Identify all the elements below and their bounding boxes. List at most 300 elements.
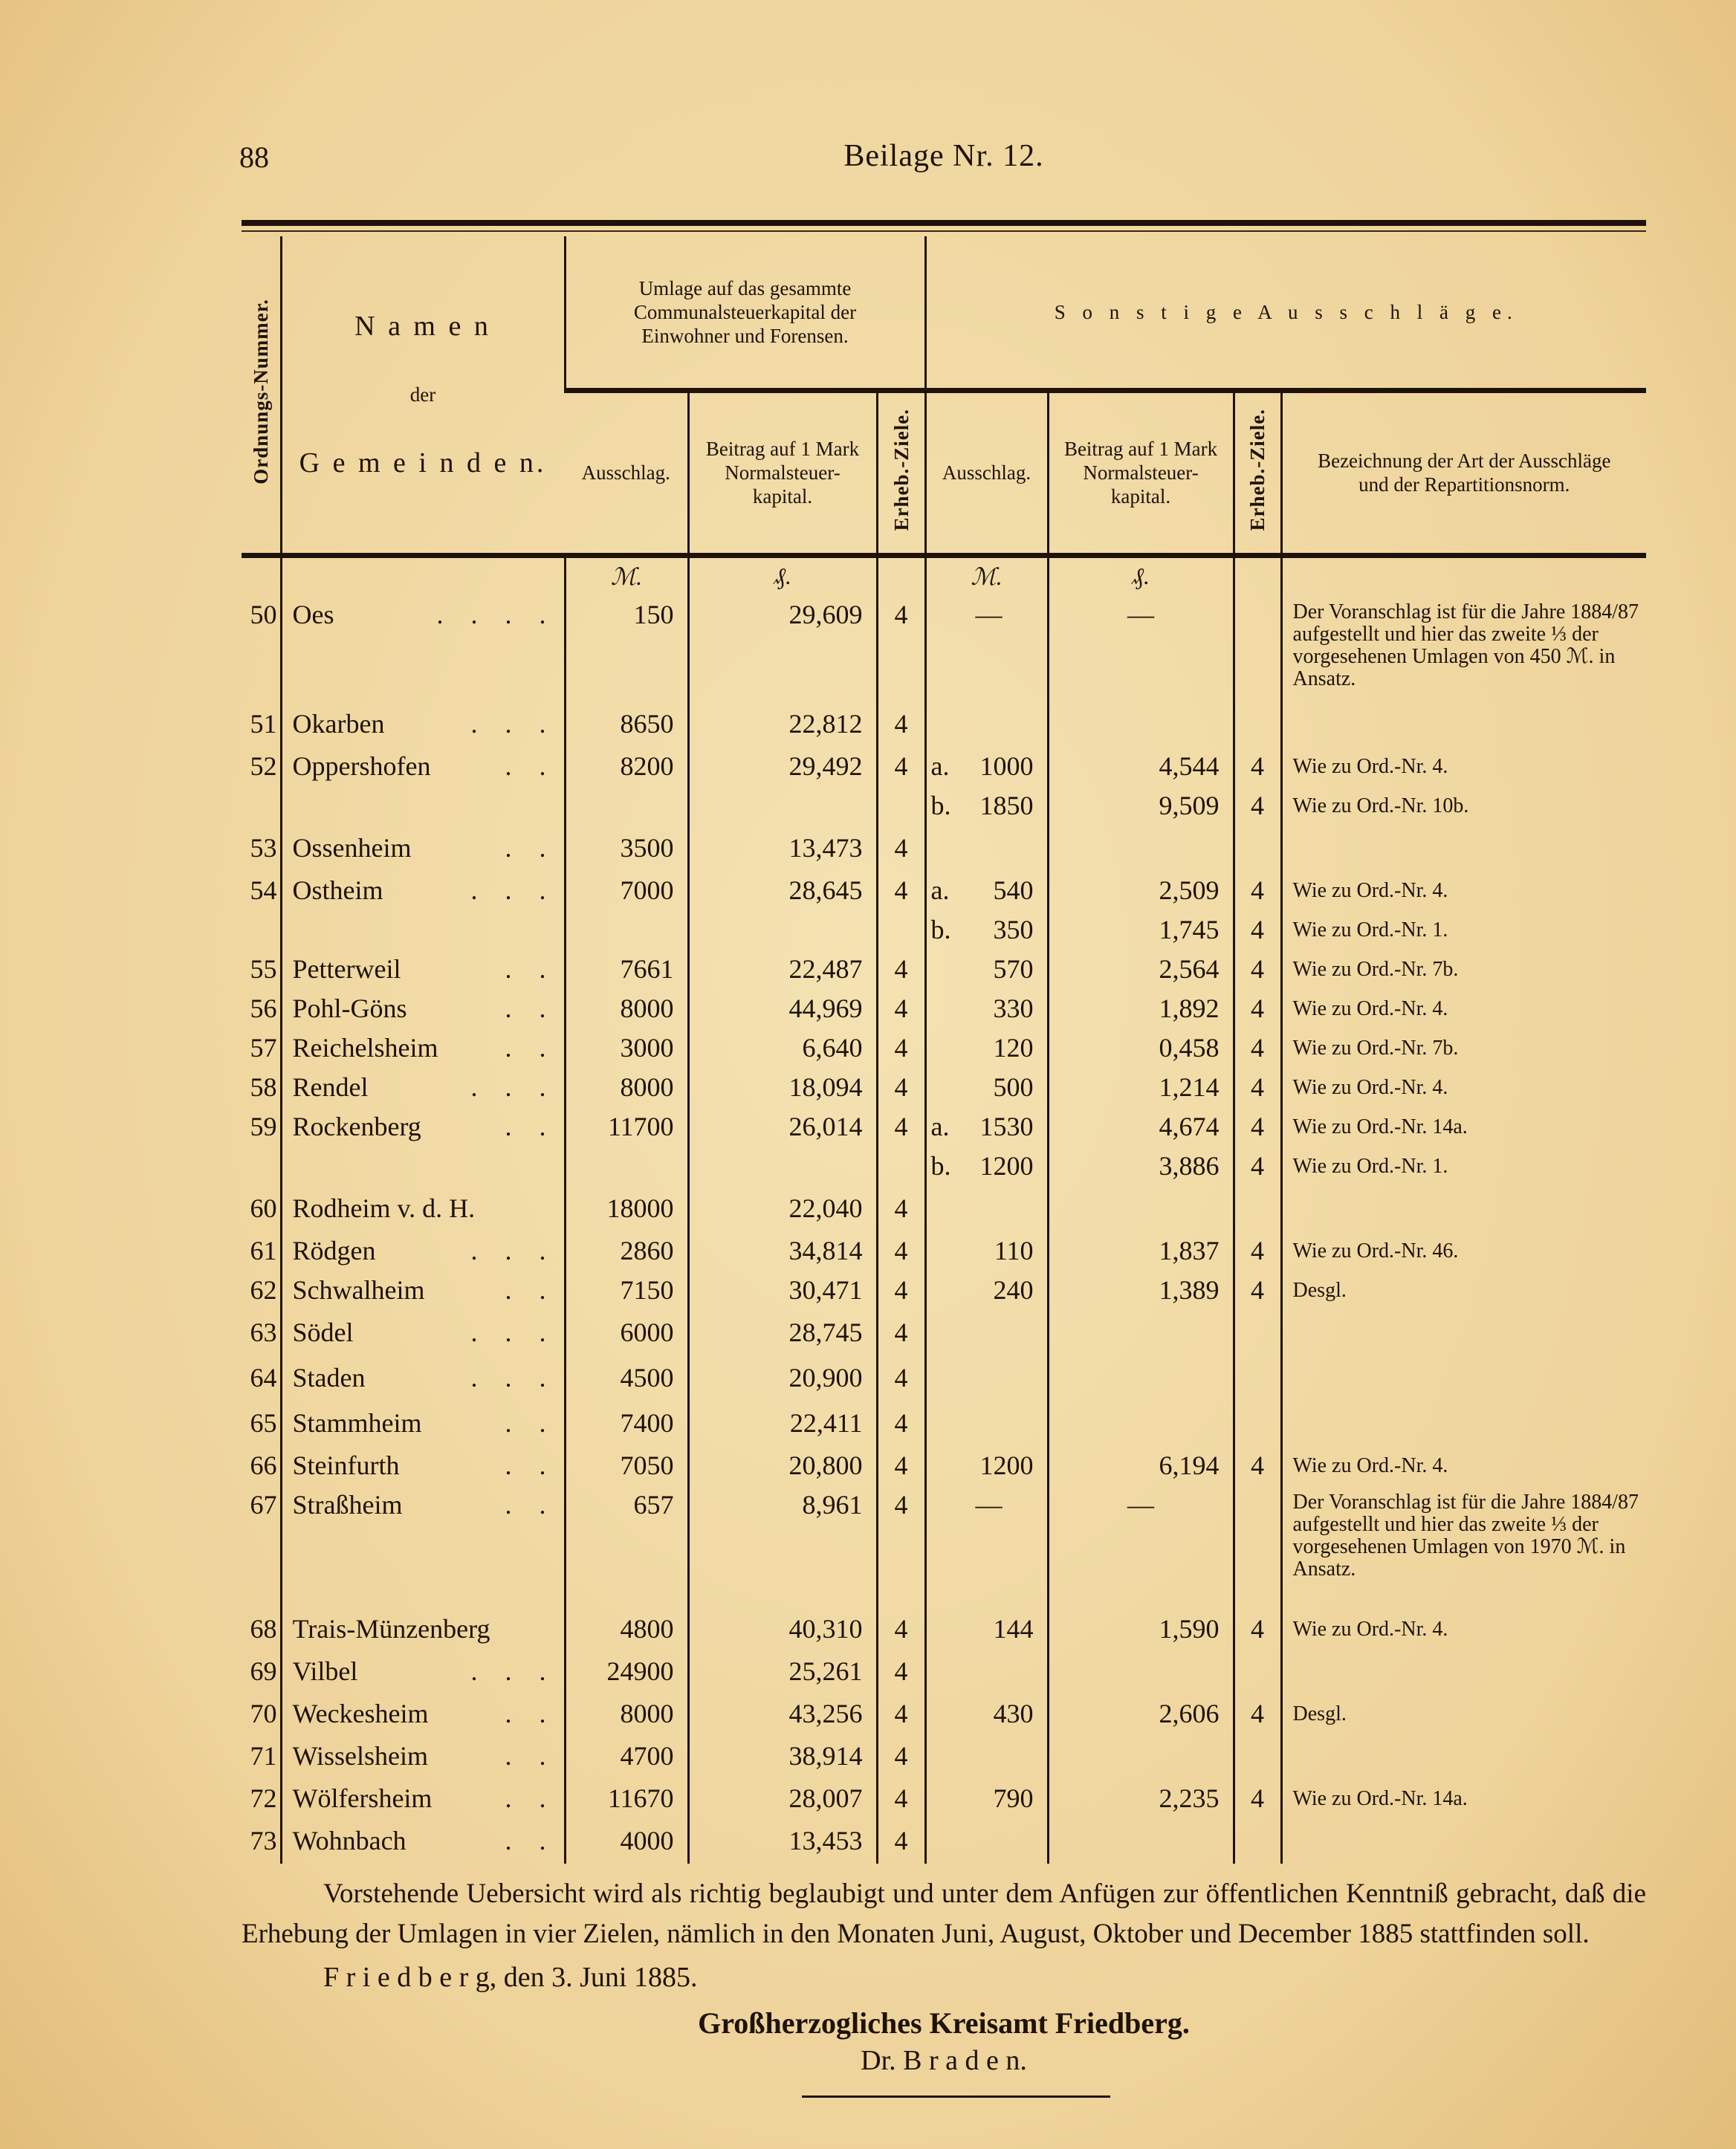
umlage-ausschlag: 6000 [565, 1310, 688, 1355]
umlage-ausschlag: 11670 [565, 1779, 688, 1818]
umlage-ausschlag: 7150 [565, 1271, 688, 1310]
row-number: 55 [250, 953, 277, 984]
sonstige-ausschlag [925, 1271, 1048, 1310]
name-text: Rödgen [292, 1235, 376, 1265]
row-number: 71 [250, 1740, 277, 1771]
sonstige-ziele: 4 [1234, 1107, 1281, 1147]
umlage-ziele: 4 [877, 1401, 925, 1446]
table-row [242, 1271, 1646, 1310]
amount: 330 [993, 993, 1034, 1023]
sonstige-bezeichnung: Wie zu Ord.-Nr. 4. [1281, 1446, 1646, 1485]
name-text: Petterweil [292, 953, 401, 984]
umlage-ziele: 4 [877, 1231, 925, 1271]
name-box [293, 1652, 557, 1691]
table-row [242, 1107, 1646, 1147]
name-box [293, 829, 557, 868]
unit-mark-2: ℳ. [925, 555, 1048, 595]
name-box [293, 1737, 557, 1776]
sonstige-ziele [1234, 1485, 1281, 1610]
sonstige-beitrag: 1,214 [1048, 1068, 1234, 1107]
municipality-name [281, 595, 565, 701]
table-row [242, 1485, 1646, 1610]
umlage-beitrag: 38,914 [688, 1734, 877, 1779]
table-row [242, 950, 1646, 989]
issuing-office: Großherzogliches Kreisamt Friedberg. [698, 2006, 1190, 2040]
umlage-ausschlag: 18000 [565, 1186, 688, 1231]
empty-cell [925, 826, 1048, 871]
umlage-ausschlag: 4800 [565, 1610, 688, 1649]
umlage-ausschlag: 8000 [565, 1694, 688, 1734]
empty-cell [1234, 826, 1281, 871]
municipality-name [281, 1779, 565, 1818]
amount-box [927, 1028, 1047, 1068]
name-box [293, 1404, 557, 1443]
empty-cell [1234, 1186, 1281, 1231]
umlage-ziele: 4 [877, 826, 925, 871]
amount: 540 [993, 875, 1034, 905]
sonstige-beitrag: 4,544 [1048, 747, 1234, 786]
sonstige-beitrag: 0,458 [1048, 1028, 1234, 1068]
top-rule-thin [242, 230, 1646, 232]
umlage-ziele: 4 [877, 1694, 925, 1734]
tax-table [242, 236, 1646, 1864]
umlage-ziele: 4 [877, 1355, 925, 1401]
place-date: F r i e d b e r g, den 3. Juni 1885. [323, 1961, 698, 1993]
empty-cell [925, 1355, 1048, 1401]
umlage-ziele: 4 [877, 1107, 925, 1147]
empty-cell [1234, 1649, 1281, 1694]
sonstige-ausschlag [925, 1779, 1048, 1818]
sonstige-ausschlag [925, 1028, 1048, 1068]
name-text: Reichelsheim [292, 1032, 438, 1063]
name-text: Wohnbach [292, 1825, 407, 1855]
sonstige-ziele: 4 [1234, 1068, 1281, 1107]
table-row [242, 1355, 1646, 1401]
empty-cell [1281, 1186, 1646, 1231]
empty-cell [1048, 1186, 1234, 1231]
amount: 350 [993, 914, 1034, 944]
sonstige-ausschlag [925, 1107, 1048, 1147]
amount-box [927, 1147, 1047, 1186]
sonstige-bezeichnung: Desgl. [1281, 1694, 1646, 1734]
sonstige-ausschlag [925, 871, 1048, 910]
umlage-beitrag: 8,961 [688, 1485, 877, 1610]
sonstige-beitrag: 3,886 [1048, 1147, 1234, 1186]
empty-cell [877, 910, 925, 950]
name-text: Wölfersheim [292, 1783, 433, 1813]
umlage-ziele: 4 [877, 871, 925, 910]
umlage-beitrag: 13,473 [688, 826, 877, 871]
sonstige-bezeichnung: Wie zu Ord.-Nr. 4. [1281, 871, 1646, 910]
dot-leader: . . [505, 1825, 557, 1855]
amount-box [927, 950, 1047, 989]
sonstige-bezeichnung: Wie zu Ord.-Nr. 7b. [1281, 950, 1646, 989]
table-row [242, 1310, 1646, 1355]
municipality-name [281, 1186, 565, 1231]
umlage-ziele: 4 [877, 747, 925, 786]
table-row [242, 910, 1646, 950]
empty-cell [877, 1147, 925, 1186]
table-row [242, 1068, 1646, 1107]
sonstige-ausschlag [925, 786, 1048, 826]
empty-cell [925, 1186, 1048, 1231]
table-row [242, 1734, 1646, 1779]
empty-cell [1048, 1310, 1234, 1355]
empty-cell [1234, 1310, 1281, 1355]
empty-cell [688, 910, 877, 950]
sub-label: b. [930, 1150, 951, 1181]
header-bezeichnung: Bezeichnung der Art der Ausschläge und der Repartitionsnorm. [1281, 390, 1646, 555]
amount: 1000 [979, 751, 1034, 781]
amount: 1200 [979, 1450, 1034, 1480]
table-row [242, 1818, 1646, 1864]
amount-box [927, 910, 1047, 950]
empty-cell [281, 910, 565, 950]
sonstige-ziele: 4 [1234, 1028, 1281, 1068]
row-number: 67 [250, 1489, 277, 1520]
name-box [293, 595, 557, 635]
umlage-ausschlag: 8000 [565, 1068, 688, 1107]
umlage-beitrag: 40,310 [688, 1610, 877, 1649]
name-text: Stammheim [292, 1407, 422, 1438]
name-box [293, 871, 557, 910]
header-namen: N a m e n der G e m e i n d e n. [281, 236, 565, 555]
umlage-ziele: 4 [877, 1818, 925, 1864]
amount: 144 [993, 1613, 1034, 1644]
empty-cell [1048, 826, 1234, 871]
umlage-ziele: 4 [877, 1779, 925, 1818]
municipality-name [281, 1107, 565, 1147]
name-box [293, 1485, 557, 1525]
umlage-ziele: 4 [877, 1649, 925, 1694]
sonstige-ziele: 4 [1234, 1271, 1281, 1310]
sub-label: b. [930, 790, 951, 820]
name-box [293, 1446, 557, 1485]
amount-box [927, 1446, 1047, 1485]
table-row [242, 989, 1646, 1028]
name-text: Staden [292, 1362, 366, 1393]
sonstige-bezeichnung: Wie zu Ord.-Nr. 4. [1281, 1610, 1646, 1649]
table-row [242, 1694, 1646, 1734]
empty-cell [242, 786, 281, 826]
name-text: Schwalheim [292, 1274, 425, 1305]
empty-cell [925, 1649, 1048, 1694]
empty-cell [1234, 1355, 1281, 1401]
header-ausschlag-2: Ausschlag. [925, 390, 1048, 555]
umlage-ziele: 4 [877, 1271, 925, 1310]
dot-leader: . . [505, 832, 557, 863]
sonstige-beitrag: 1,389 [1048, 1271, 1234, 1310]
amount-box [927, 786, 1047, 826]
umlage-ziele: 4 [877, 1610, 925, 1649]
header-ziele-1: Erheb.-Ziele. [877, 390, 925, 555]
amount: 120 [993, 1032, 1034, 1063]
amount-box [927, 1271, 1047, 1310]
municipality-name [281, 1734, 565, 1779]
dot-leader: . . . [470, 708, 557, 739]
sonstige-ziele: 4 [1234, 1446, 1281, 1485]
amount-box [927, 747, 1047, 786]
umlage-ziele: 4 [877, 1028, 925, 1068]
name-text: Oppershofen [292, 751, 431, 781]
dot-leader: . . . [470, 1362, 557, 1393]
page-title: Beilage Nr. 12. [843, 139, 1044, 173]
municipality-name [281, 1818, 565, 1864]
municipality-name [281, 701, 565, 747]
municipality-name [281, 1610, 565, 1649]
header-ausschlag-1: Ausschlag. [565, 390, 688, 555]
umlage-ziele: 4 [877, 701, 925, 747]
name-text: Steinfurth [292, 1450, 400, 1480]
amount: 1850 [979, 790, 1034, 820]
name-text: Oes [292, 599, 334, 629]
empty-cell [1048, 1401, 1234, 1446]
sonstige-beitrag: 2,235 [1048, 1779, 1234, 1818]
row-number: 69 [250, 1656, 277, 1686]
sonstige-ausschlag [925, 910, 1048, 950]
name-text: Pohl-Göns [292, 993, 407, 1023]
umlage-ziele: 4 [877, 1446, 925, 1485]
amount-box [927, 1068, 1047, 1107]
sub-label: a. [930, 751, 950, 781]
name-box [293, 1610, 557, 1649]
umlage-beitrag: 20,900 [688, 1355, 877, 1401]
row-number: 59 [250, 1111, 277, 1141]
umlage-beitrag: 13,453 [688, 1818, 877, 1864]
amount: 570 [993, 953, 1034, 984]
dot-leader: . . [505, 1274, 557, 1305]
empty-cell [1048, 1649, 1234, 1694]
unit-pf-2: ₰. [1048, 555, 1234, 595]
empty-cell [1281, 1355, 1646, 1401]
umlage-beitrag: 28,745 [688, 1310, 877, 1355]
municipality-name [281, 1446, 565, 1485]
umlage-ziele: 4 [877, 989, 925, 1028]
sonstige-bezeichnung: Wie zu Ord.-Nr. 1. [1281, 910, 1646, 950]
name-text: Södel [292, 1317, 354, 1347]
name-text: Ostheim [292, 875, 383, 905]
amount-box [927, 1485, 1047, 1525]
bottom-rule [802, 2095, 1110, 2098]
dot-leader: . . [505, 1740, 557, 1771]
umlage-ausschlag: 657 [565, 1485, 688, 1610]
umlage-beitrag: 34,814 [688, 1231, 877, 1271]
sonstige-bezeichnung: Wie zu Ord.-Nr. 1. [1281, 1147, 1646, 1186]
umlage-ausschlag: 2860 [565, 1231, 688, 1271]
empty-cell [565, 1147, 688, 1186]
row-number: 58 [250, 1072, 277, 1102]
sonstige-ausschlag [925, 950, 1048, 989]
sonstige-ziele: 4 [1234, 950, 1281, 989]
name-box [293, 989, 557, 1028]
empty-cell [1234, 1734, 1281, 1779]
empty-cell [281, 786, 565, 826]
umlage-beitrag: 22,411 [688, 1401, 877, 1446]
umlage-ausschlag: 8000 [565, 989, 688, 1028]
row-number: 68 [250, 1613, 277, 1644]
sonstige-beitrag: — [1048, 1485, 1234, 1610]
name-text: Vilbel [292, 1656, 358, 1686]
amount-box [927, 871, 1047, 910]
sonstige-beitrag: 2,606 [1048, 1694, 1234, 1734]
table-row [242, 1186, 1646, 1231]
empty-cell [1234, 1401, 1281, 1446]
name-box [293, 747, 557, 786]
row-number: 57 [250, 1032, 277, 1063]
header-umlage: Umlage auf das gesammte Communalsteuerkapital der Einwohner und Forensen. [565, 236, 925, 390]
row-number: 52 [250, 751, 277, 781]
empty-cell [688, 786, 877, 826]
umlage-ausschlag: 4500 [565, 1355, 688, 1401]
table-row [242, 871, 1646, 910]
table-row [242, 1028, 1646, 1068]
row-number: 54 [250, 875, 277, 905]
umlage-ziele: 4 [877, 1068, 925, 1107]
empty-cell [281, 1147, 565, 1186]
name-box [293, 1107, 557, 1147]
sonstige-ziele: 4 [1234, 1779, 1281, 1818]
umlage-beitrag: 22,040 [688, 1186, 877, 1231]
sonstige-ausschlag [925, 1147, 1048, 1186]
municipality-name [281, 826, 565, 871]
amount-box [927, 1610, 1047, 1649]
row-number: 73 [250, 1825, 277, 1855]
sonstige-ziele: 4 [1234, 1231, 1281, 1271]
dot-leader: . . . [470, 1317, 557, 1347]
empty-cell [1281, 1401, 1646, 1446]
name-text: Rendel [292, 1072, 369, 1102]
dot-leader: . . . [470, 875, 557, 905]
municipality-name [281, 1310, 565, 1355]
sonstige-bezeichnung: Wie zu Ord.-Nr. 4. [1281, 1068, 1646, 1107]
dot-leader: . . . . [436, 599, 557, 629]
umlage-ausschlag: 7000 [565, 871, 688, 910]
unit-mark-1: ℳ. [565, 555, 688, 595]
sonstige-ziele: 4 [1234, 910, 1281, 950]
sonstige-ziele: 4 [1234, 1147, 1281, 1186]
table-row [242, 1231, 1646, 1271]
sub-label: a. [930, 1111, 950, 1141]
dot-leader: . . [505, 1450, 557, 1480]
umlage-beitrag: 29,609 [688, 595, 877, 701]
empty-cell [925, 1401, 1048, 1446]
empty-cell [1048, 1734, 1234, 1779]
sonstige-ausschlag [925, 1231, 1048, 1271]
empty-cell [925, 1818, 1048, 1864]
umlage-ausschlag: 8650 [565, 701, 688, 747]
row-number: 72 [250, 1783, 277, 1813]
empty-cell [1281, 1818, 1646, 1864]
table-row [242, 786, 1646, 826]
content-flow [242, 236, 1646, 2098]
municipality-name [281, 1271, 565, 1310]
sonstige-ausschlag [925, 747, 1048, 786]
table-row [242, 1401, 1646, 1446]
certification-paragraph: Vorstehende Uebersicht wird als richtig beglaubigt und unter dem Anfügen zur öffentlichen Kenntniß gebracht, daß die Erhebung der Umlagen in vier Zielen, nämlich in den Monaten Juni, August, Oktober und December 1885 stattfinden soll. [242, 1878, 1646, 1949]
municipality-name [281, 1485, 565, 1610]
amount: — [975, 1489, 1003, 1520]
table-row [242, 595, 1646, 701]
empty-cell [1281, 826, 1646, 871]
sonstige-ziele: 4 [1234, 871, 1281, 910]
page-number: 88 [239, 140, 269, 174]
name-text: Okarben [292, 708, 385, 739]
sonstige-bezeichnung: Der Voranschlag ist für die Jahre 1884/87 aufgestellt und hier das zweite ⅓ der vorgesehenen Umlagen von 1970 ℳ. in Ansatz. [1281, 1485, 1646, 1610]
sonstige-ziele: 4 [1234, 786, 1281, 826]
sonstige-bezeichnung: Wie zu Ord.-Nr. 7b. [1281, 1028, 1646, 1068]
sonstige-ausschlag [925, 1694, 1048, 1734]
dot-leader: . . . [470, 1235, 557, 1265]
sonstige-bezeichnung: Wie zu Ord.-Nr. 14a. [1281, 1107, 1646, 1147]
sonstige-beitrag: 2,509 [1048, 871, 1234, 910]
name-box [293, 1189, 557, 1228]
umlage-beitrag: 28,007 [688, 1779, 877, 1818]
sonstige-ziele: 4 [1234, 1694, 1281, 1734]
name-box [293, 1313, 557, 1352]
dot-leader: . . [505, 751, 557, 781]
empty-cell [565, 786, 688, 826]
sonstige-bezeichnung: Wie zu Ord.-Nr. 14a. [1281, 1779, 1646, 1818]
municipality-name [281, 1694, 565, 1734]
sonstige-ausschlag [925, 595, 1048, 701]
umlage-beitrag: 25,261 [688, 1649, 877, 1694]
amount: 430 [993, 1698, 1034, 1728]
header-ordnungs-nummer: Ordnungs-Nummer. [249, 299, 272, 485]
umlage-beitrag: 22,487 [688, 950, 877, 989]
umlage-beitrag: 18,094 [688, 1068, 877, 1107]
name-box [293, 1271, 557, 1310]
umlage-ziele: 4 [877, 1485, 925, 1610]
sonstige-ziele [1234, 595, 1281, 701]
table-row [242, 1779, 1646, 1818]
empty-cell [1048, 1818, 1234, 1864]
amount-box [927, 989, 1047, 1028]
sonstige-beitrag: 1,590 [1048, 1610, 1234, 1649]
umlage-beitrag: 6,640 [688, 1028, 877, 1068]
umlage-ziele: 4 [877, 950, 925, 989]
empty-cell [1234, 701, 1281, 747]
sonstige-bezeichnung: Wie zu Ord.-Nr. 4. [1281, 989, 1646, 1028]
sonstige-beitrag: 6,194 [1048, 1446, 1234, 1485]
dot-leader: . . [505, 1407, 557, 1438]
name-text: Ossenheim [292, 832, 412, 863]
amount: 500 [993, 1072, 1034, 1102]
empty-cell [1234, 1818, 1281, 1864]
empty-cell [688, 1147, 877, 1186]
amount: — [975, 599, 1003, 629]
sonstige-beitrag: 4,674 [1048, 1107, 1234, 1147]
umlage-beitrag: 20,800 [688, 1446, 877, 1485]
sonstige-ziele: 4 [1234, 989, 1281, 1028]
name-text: Trais-Münzenberg [292, 1613, 490, 1644]
amount: 790 [993, 1783, 1034, 1813]
amount: 240 [993, 1274, 1034, 1305]
table-row [242, 826, 1646, 871]
name-box [293, 950, 557, 989]
dot-leader: . . [505, 993, 557, 1023]
umlage-ausschlag: 3500 [565, 826, 688, 871]
municipality-name [281, 950, 565, 989]
empty-cell [925, 1734, 1048, 1779]
table-row [242, 747, 1646, 786]
sonstige-bezeichnung: Wie zu Ord.-Nr. 4. [1281, 747, 1646, 786]
municipality-name [281, 1649, 565, 1694]
umlage-ausschlag: 150 [565, 595, 688, 701]
row-number: 63 [250, 1317, 277, 1347]
umlage-ausschlag: 3000 [565, 1028, 688, 1068]
empty-cell [1281, 1310, 1646, 1355]
name-text: Weckesheim [292, 1698, 429, 1728]
